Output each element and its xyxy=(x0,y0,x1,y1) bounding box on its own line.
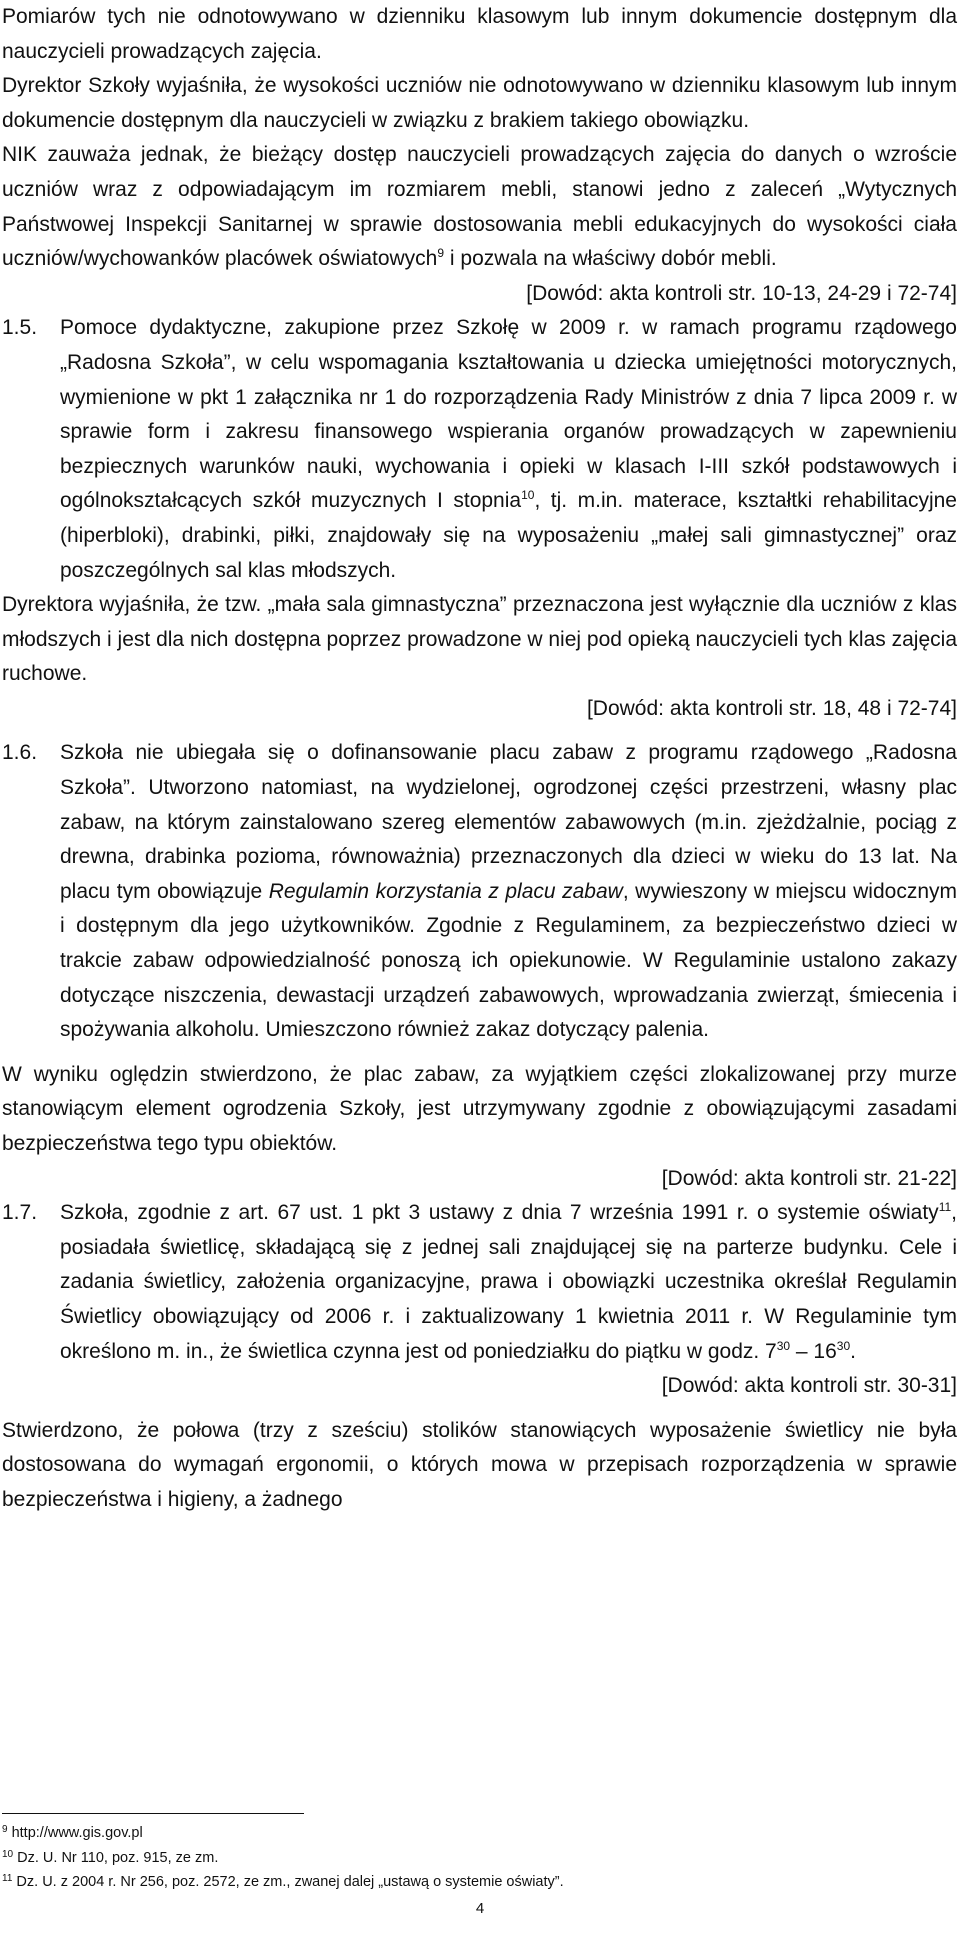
footnote-mark: 10 xyxy=(2,1848,14,1860)
section-1-6 xyxy=(2,736,957,1047)
footnote-ref-11: 11 xyxy=(938,1200,952,1215)
regulation-title: Regulamin korzystania z placu zabaw xyxy=(268,879,623,903)
paragraph-director-explanation: Dyrektor Szkoły wyjaśniła, że wysokości uczniów nie odnotowywano w dzienniku klasowym lub innym dokumencie dostępnym dla nauczycieli w związku z brakiem takiego obowiązku. xyxy=(2,74,957,132)
section-1-6-text xyxy=(60,736,957,1047)
section-1-7 xyxy=(2,1196,957,1369)
section-1-7-text-b: , posiadała świetlicę, składającą się z jednej sali znajdującej się na parterze budynku. Cele i zadania świetlicy, założenia organizacyjne, prawa i obowiązki uczestnika określał Regulamin Świetlicy obowiązujący od 2006 r. i zaktualizowany 1 kwietnia 2011 r. W Regulaminie tym określono m. in., że świetlica czynna jest od poniedziałku do piątku w godz. 7 xyxy=(60,1201,957,1363)
time-superscript: 30 xyxy=(776,1338,791,1353)
evidence-reference-4: [Dowód: akta kontroli str. 30-31] xyxy=(661,1374,957,1398)
section-number: 1.5. xyxy=(2,316,38,340)
page-number: 4 xyxy=(475,1900,485,1917)
paragraph-measurements: Pomiarów tych nie odnotowywano w dzienniku klasowym lub innym dokumencie dostępnym dla nauczycieli prowadzących zajęcia. xyxy=(2,5,957,63)
section-1-7-text-d: . xyxy=(850,1339,856,1363)
nik-note-text: NIK zauważa jednak, że bieżący dostęp nauczycieli prowadzących zajęcia do danych o wzroście uczniów wraz z odpowiadającym im rozmiarem mebli, stanowi jedno z zaleceń „Wytycznych Państwowej Inspekcji Sanitarnej w sprawie dostosowania mebli edukacyjnych do wysokości ciała uczniów/wychowanków placówek oświatowych xyxy=(2,143,957,271)
footnote-mark: 11 xyxy=(2,1873,13,1884)
nik-note-text-end: i pozwala na właściwy dobór mebli. xyxy=(444,247,777,271)
section-1-5-text xyxy=(60,311,957,588)
footnote-10 xyxy=(2,1846,902,1871)
section-1-5 xyxy=(2,311,957,588)
evidence-reference-2: [Dowód: akta kontroli str. 18, 48 i 72-74] xyxy=(586,696,957,720)
evidence-reference-1: [Dowód: akta kontroli str. 10-13, 24-29 i 72-74] xyxy=(526,281,957,305)
paragraph-nik-note xyxy=(2,138,957,276)
footnote-ref-10: 10 xyxy=(521,488,535,503)
footnote-mark: 9 xyxy=(2,1824,8,1835)
footnote-separator xyxy=(2,1813,304,1814)
section-1-7-text-c: – 16 xyxy=(790,1339,837,1363)
section-1-7-text xyxy=(60,1196,957,1369)
footnote-11 xyxy=(2,1870,902,1895)
footnote-ref-9: 9 xyxy=(437,246,445,261)
footnote-text: http://www.gis.gov.pl xyxy=(7,1825,143,1841)
section-number: 1.7. xyxy=(2,1201,38,1225)
body-text xyxy=(2,0,957,1518)
section-number: 1.6. xyxy=(2,741,38,765)
time-superscript: 30 xyxy=(836,1338,851,1353)
section-1-5-text-b: , tj. m.in. materace, kształtki rehabilitacyjne (hiperbloki), drabinki, piłki, znajdowały się na wyposażeniu „małej sali gimnastycznej” oraz poszczególnych sal klas młodszych. xyxy=(60,489,957,582)
paragraph-inspection: W wyniku oględzin stwierdzono, że plac zabaw, za wyjątkiem części zlokalizowanej przy murze stanowiącym element ogrodzenia Szkoły, jest utrzymywany zgodnie z obowiązującymi zasadami bezpieczeństwa tego typu obiektów. xyxy=(2,1062,957,1155)
evidence-reference-3: [Dowód: akta kontroli str. 21-22] xyxy=(661,1166,957,1190)
section-1-6-text-b: , wywieszony w miejscu widocznym i dostępnym dla jego użytkowników. Zgodnie z Regulaminem, za bezpieczeństwo dzieci w trakcie zabaw odpowiedzialność ponoszą ich opiekunowie. W Regulaminie ustalono zakazy dotyczące niszczenia, dewastacji urządzeń zabawowych, wprowadzania zwierząt, śmiecenia i spożywania alkoholu. Umieszczono również zakaz dotyczący palenia. xyxy=(60,879,958,1042)
footnote-9 xyxy=(2,1821,902,1846)
section-1-7-text-a: Szkoła, zgodnie z art. 67 ust. 1 pkt 3 ustawy z dnia 7 września 1991 r. o systemie oświaty xyxy=(60,1201,939,1225)
footnote-text: Dz. U. Nr 110, poz. 915, ze zm. xyxy=(13,1849,219,1866)
paragraph-small-gym: Dyrektora wyjaśniła, że tzw. „mała sala gimnastyczna” przeznaczona jest wyłącznie dla uczniów z klas młodszych i jest dla nich dostępna poprzez prowadzone w niej pod opieką nauczycieli tych klas zajęcia ruchowe. xyxy=(2,593,957,686)
section-1-6-text-a: Szkoła nie ubiegała się o dofinansowanie placu zabaw z programu rządowego „Radosna Szkoła”. Utworzono natomiast, na wydzielonej, ogrodzonej części przestrzeni, własny plac zabaw, na którym zainstalowano szereg elementów zabawowych (m.in. zjeżdżalnie, pociąg z drewna, drabinka pozioma, równoważnia) przeznaczonych dla dzieci w wieku do 13 lat. Na placu tym obowiązuje xyxy=(60,741,957,903)
footnotes xyxy=(2,1821,902,1895)
paragraph-tables: Stwierdzono, że połowa (trzy z sześciu) stolików stanowiących wyposażenie świetlicy nie była dostosowana do wymagań ergonomii, o których mowa w przepisach rozporządzenia w sprawie bezpieczeństwa i higieny, a żadnego xyxy=(2,1418,957,1511)
footnote-text: Dz. U. z 2004 r. Nr 256, poz. 2572, ze zm., zwanej dalej „ustawą o systemie oświaty”. xyxy=(12,1874,564,1890)
section-1-5-text-a: Pomoce dydaktyczne, zakupione przez Szkołę w 2009 r. w ramach programu rządowego „Radosna Szkoła”, w celu wspomagania kształtowania u dziecka umiejętności motorycznych, wymienione w pkt 1 załącznika nr 1 do rozporządzenia Rady Ministrów z dnia 7 lipca 2009 r. w sprawie form i zakresu finansowego wspierania organów prowadzących w zapewnieniu bezpiecznych warunków nauki, wychowania i opieki w klasach I-III szkół podstawowych i ogólnokształcących szkół muzycznych I stopnia xyxy=(60,316,957,513)
